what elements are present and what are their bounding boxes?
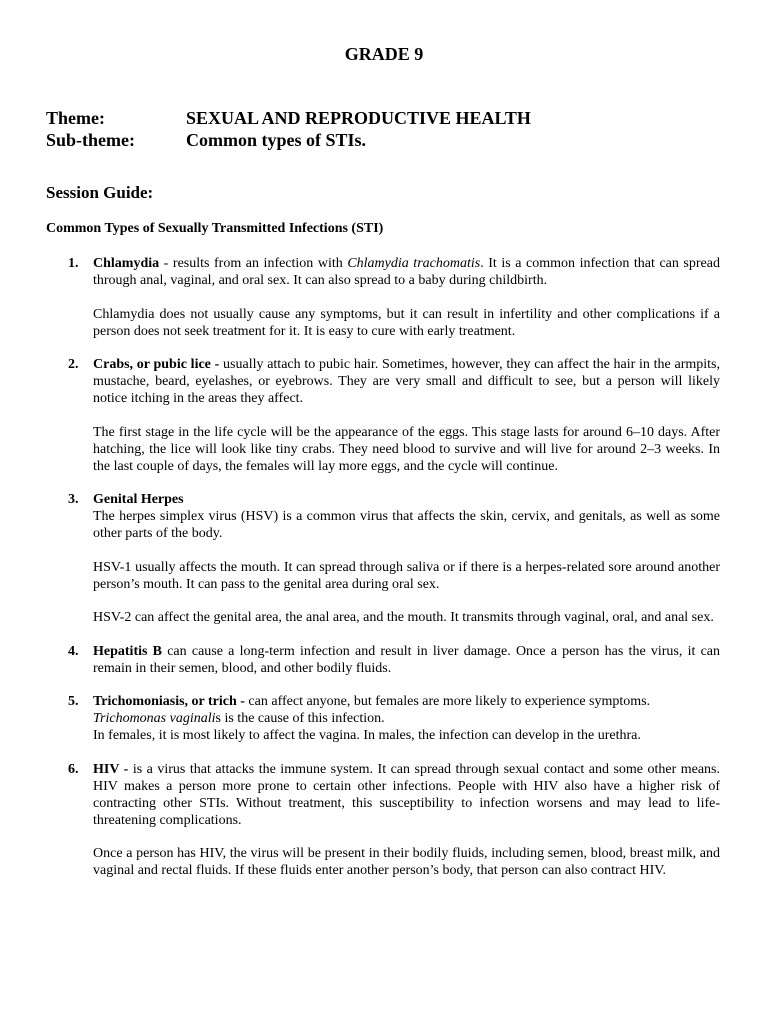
item-paragraph: HSV-1 usually affects the mouth. It can spread through saliva or if there is a herpes-related sore around another person’s mouth. It can pass to the genital area during oral sex. [93, 559, 720, 592]
item-text: can affect anyone, but females are more likely to experience symptoms. [244, 694, 651, 709]
list-item-pubic-lice [46, 356, 720, 475]
item-text: usually attach to pubic hair. Sometimes, however, they can affect the hair in the armpits, mustache, beard, eyelashes, or eyebrows. They are very small and difficult to see, but a person will likely notice itching in the areas they affect. [93, 357, 720, 406]
section-title: Common Types of Sexually Transmitted Infections (STI) [46, 221, 384, 236]
grade-heading: GRADE 9 [344, 44, 424, 64]
item-paragraph: The first stage in the life cycle will be the appearance of the eggs. This stage lasts for around 6–10 days. After hatching, the lice will look like tiny crabs. They need blood to survive and will live for around 2–3 weeks. In the last couple of days, the females will lay more eggs, and the cycle will continue. [93, 424, 720, 474]
item-paragraph: Chlamydia does not usually cause any symptoms, but it can result in infertility and other complications if a person does not seek treatment for it. It is easy to cure with early treatment. [93, 306, 720, 339]
item-number: 3. [68, 492, 79, 507]
item-paragraph [93, 356, 720, 407]
item-paragraph [93, 255, 720, 289]
item-title: Crabs, or pubic lice - [93, 357, 220, 372]
item-number: 2. [68, 357, 79, 372]
list-item-trichomoniasis [46, 693, 720, 744]
item-paragraph [93, 761, 720, 829]
item-title: Hepatitis B [93, 643, 162, 659]
item-paragraph: HSV-2 can affect the genital area, the anal area, and the mouth. It transmits through vaginal, oral, and anal sex. [93, 610, 714, 625]
subtheme-value: Common types of STIs. [186, 130, 367, 150]
item-paragraph: Once a person has HIV, the virus will be present in their bodily fluids, including semen, blood, breast milk, and vaginal and rectal fluids. If these fluids enter another person’s body, that person can also contract HIV. [93, 846, 720, 878]
subtheme-label: Sub-theme: [46, 130, 135, 150]
session-guide-heading: Session Guide: [46, 183, 154, 202]
item-title: Chlamydia [93, 256, 160, 271]
list-item-genital-herpes [46, 491, 720, 626]
item-text: - results from an infection with [159, 256, 348, 271]
item-paragraph [93, 491, 720, 508]
theme-label: Theme: [46, 108, 105, 128]
item-paragraph: In females, it is most likely to affect the vagina. In males, the infection can develop in the urethra. [93, 728, 641, 743]
item-title: HIV - [93, 761, 129, 777]
item-number: 1. [68, 256, 79, 271]
list-item-hiv [46, 761, 720, 880]
item-paragraph [93, 643, 720, 677]
item-italic-text: Trichomonas vaginali [93, 711, 216, 726]
item-number: 5. [68, 694, 79, 709]
item-title: Genital Herpes [93, 492, 184, 507]
item-paragraph [93, 693, 720, 727]
item-text: . It is a common infection that can spread through anal, vaginal, and oral sex. It can also spread to a baby during childbirth. [93, 256, 720, 288]
sti-list [46, 255, 720, 896]
item-text: is a virus that attacks the immune system. It can spread through sexual contact and some other means. HIV makes a person more prone to certain other infections. People with HIV also have a higher risk of contracting other STIs. Without treatment, this susceptibility to infection worsens and may lead to life-threatening complications. [93, 761, 721, 828]
item-italic-text: Chlamydia trachomatis [347, 256, 481, 271]
item-number: 6. [68, 761, 79, 777]
item-text: s is the cause of this infection. [215, 711, 385, 726]
list-item-chlamydia [46, 255, 720, 340]
item-number: 4. [68, 643, 79, 659]
item-paragraph: The herpes simplex virus (HSV) is a common virus that affects the skin, cervix, and genitals, as well as some other parts of the body. [93, 509, 720, 541]
theme-value: SEXUAL AND REPRODUCTIVE HEALTH [186, 108, 531, 128]
item-text: can cause a long-term infection and result in liver damage. Once a person has the virus, it can remain in their semen, blood, and other bodily fluids. [93, 643, 721, 676]
list-item-hepatitis-b [46, 643, 720, 677]
item-title: Trichomoniasis, or trich - [93, 694, 245, 709]
